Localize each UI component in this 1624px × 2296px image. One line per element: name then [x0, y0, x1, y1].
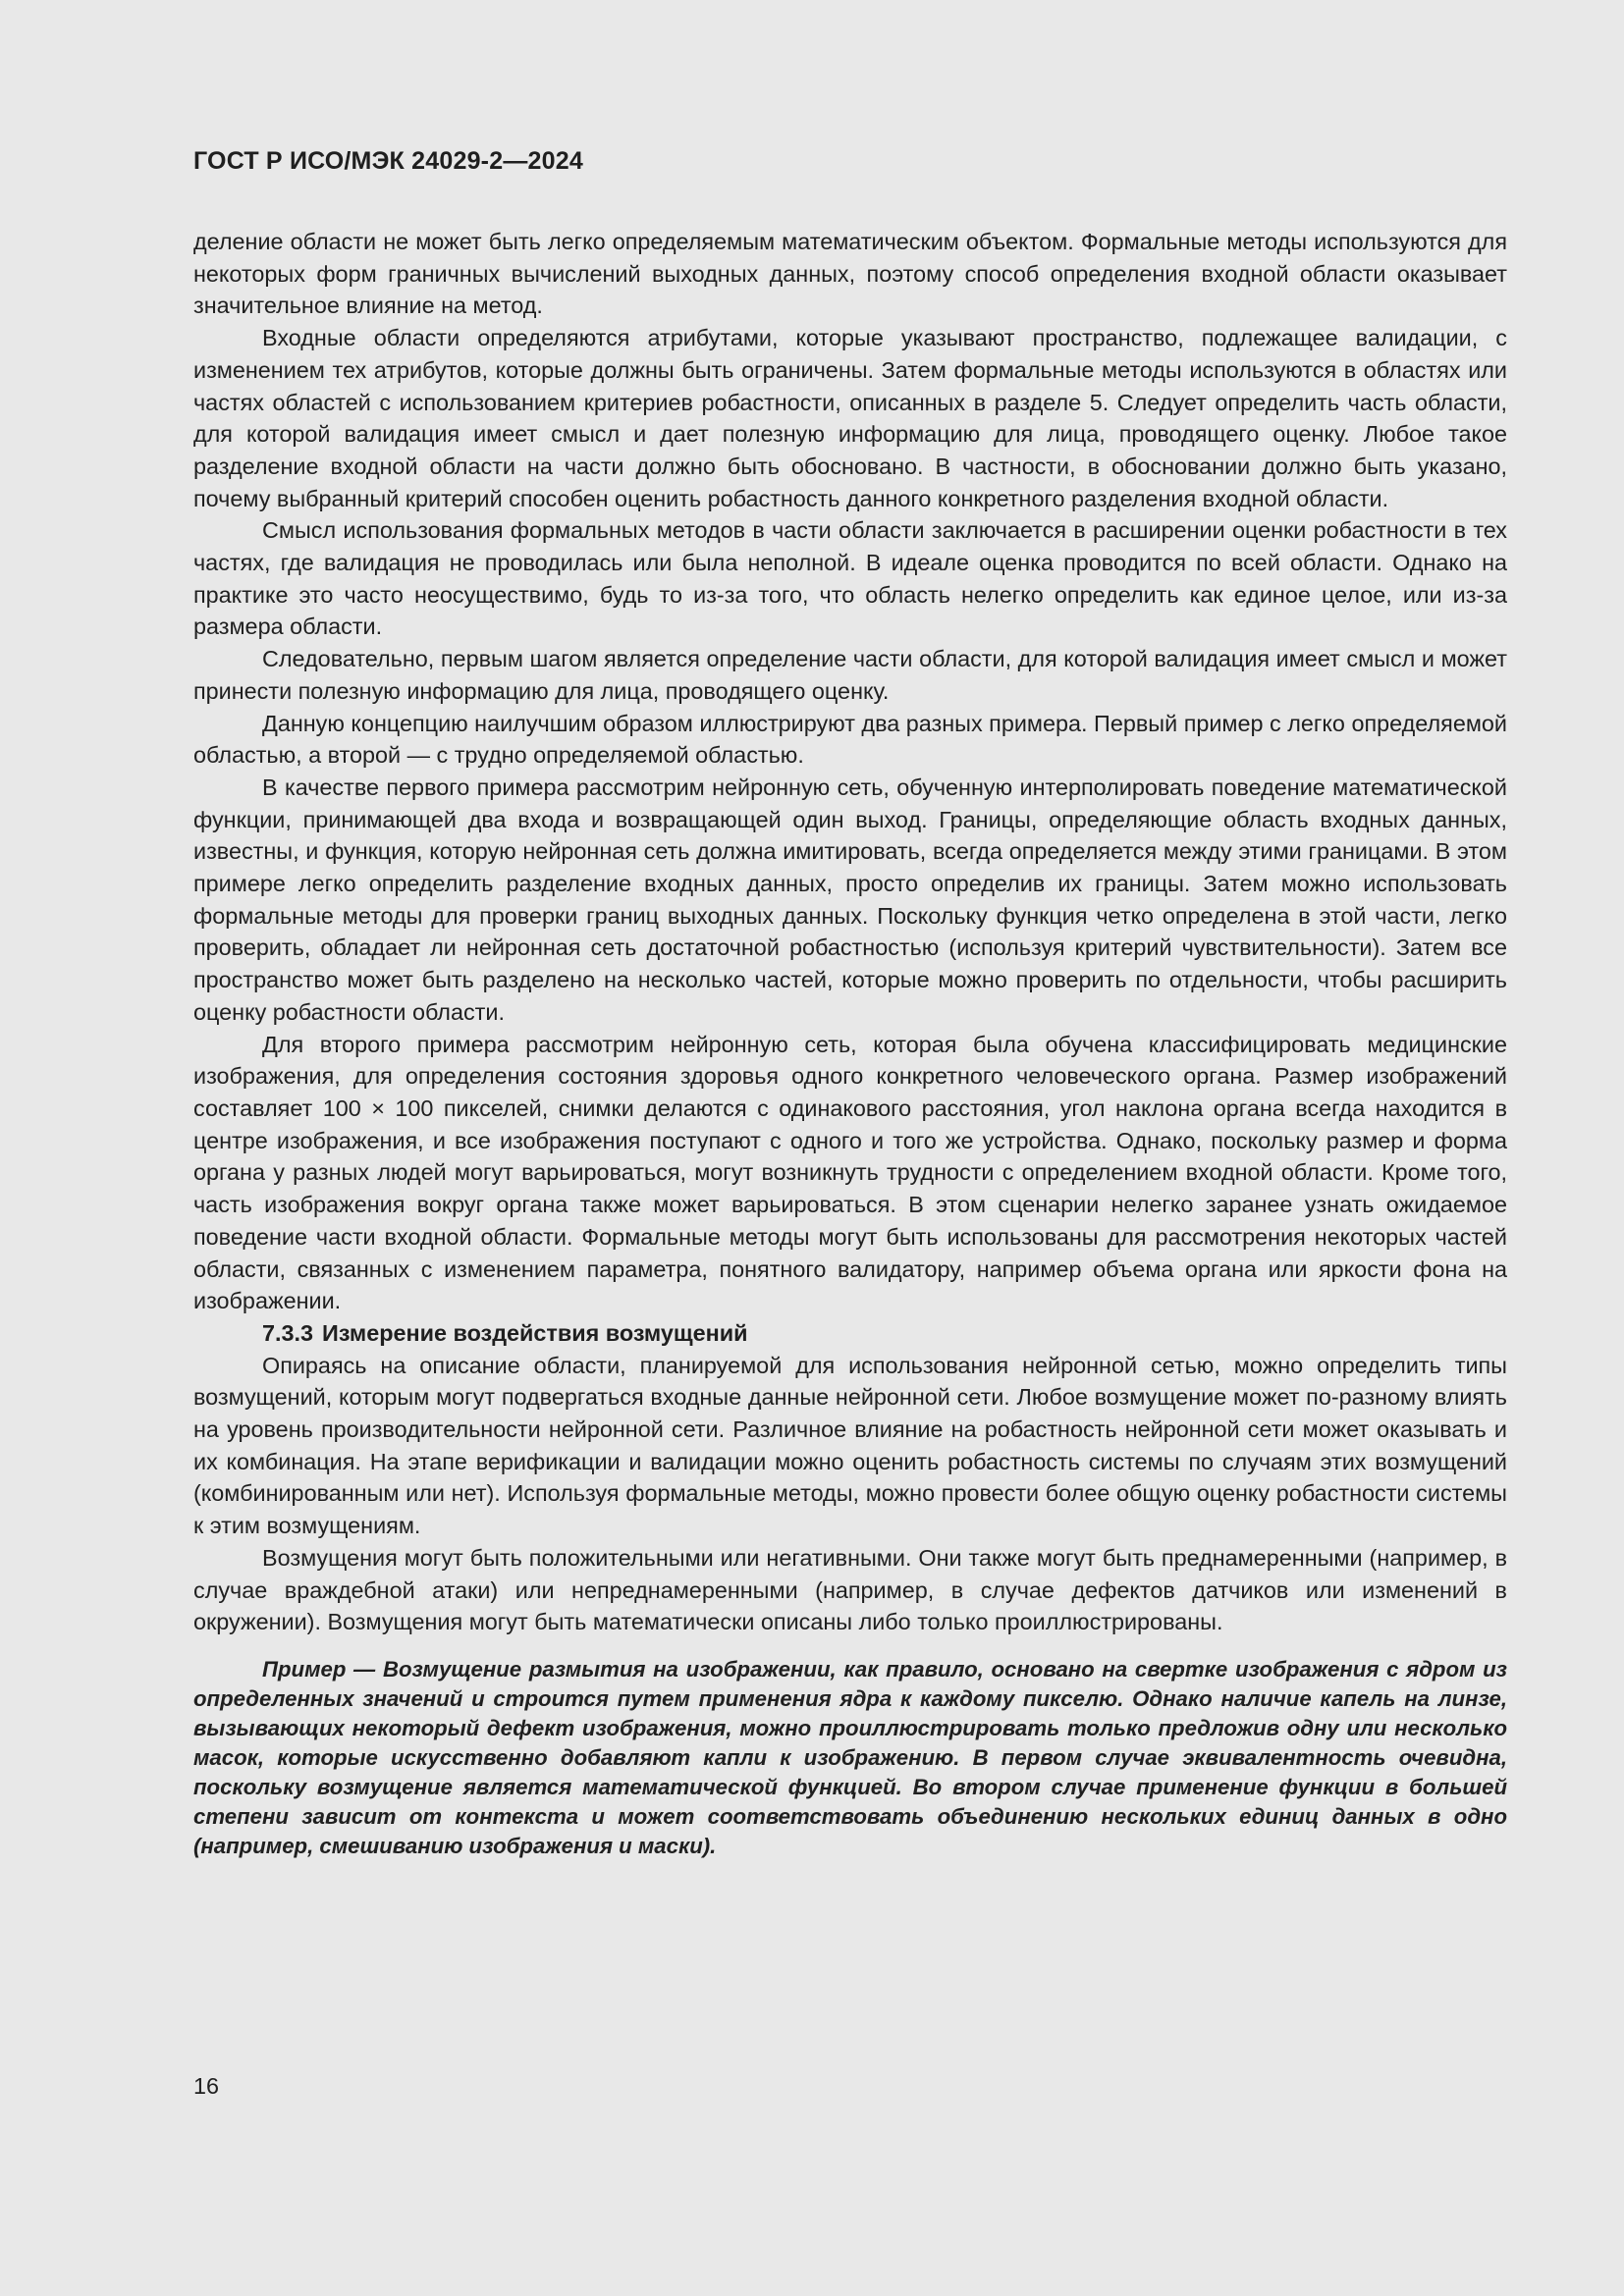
paragraph-first-step: Следовательно, первым шагом является определение части области, для которой валидация имеет смысл и может принести полезную информацию для лица, проводящего оценку. — [193, 646, 1507, 704]
paragraph-continuation: деление области не может быть легко определяемым математическим объектом. Формальные методы используются для некоторых форм граничных вычислений выходных данных, поэтому способ определения входной области оказывает значительное влияние на метод. — [193, 229, 1507, 319]
paragraph-first-example: В качестве первого примера рассмотрим нейронную сеть, обученную интерполировать поведение математической функции, принимающей два входа и возвращающей один выход. Границы, определяющие область входных данных, известны, и функция, которую нейронная сеть должна имитировать, всегда определяется между этими границами. В этом примере легко определить разделение входных данных, просто определив их границы. Затем можно использовать формальные методы для проверки границ выходных данных. Поскольку функция четко определена в этой части, легко проверить, обладает ли нейронная сеть достаточной робастностью (используя критерий чувствительности). Затем все пространство может быть разделено на несколько частей, которые можно проверить по отдельности, чтобы расширить оценку робастности области. — [193, 774, 1507, 1025]
paragraph-two-examples: Данную концепцию наилучшим образом иллюстрируют два разных примера. Первый пример с легко определяемой областью, а второй — с трудно определяемой областью. — [193, 710, 1507, 769]
paragraph-perturbation-types: Опираясь на описание области, планируемой для использования нейронной сетью, можно определить типы возмущений, которым могут подвергаться входные данные нейронной сети. Любое возмущение может по-разному влиять на уровень производительности нейронной сети. Различное влияние на робастность нейронной сети может оказывать и их комбинация. На этапе верификации и валидации можно оценить робастность системы по случаям этих возмущений (комбинированным или нет). Используя формальные методы, можно провести более общую оценку робастности системы к этим возмущениям. — [193, 1352, 1507, 1539]
section-title: Измерение воздействия возмущений — [322, 1319, 748, 1346]
paragraph-second-example: Для второго примера рассмотрим нейронную сеть, которая была обучена классифицировать медицинские изображения, для определения состояния здоровья одного конкретного человеческого органа. Размер изображений составляет 100 × 100 пикселей, снимки делаются с одинакового расстояния, угол наклона органа всегда находится в центре изображения, и все изображения поступают с одного и того же устройства. Однако, поскольку размер и форма органа у разных людей могут варьироваться, могут возникнуть трудности с определением входной области. Кроме того, часть изображения вокруг органа также может варьироваться. В этом сценарии нелегко заранее узнать ожидаемое поведение части входной области. Формальные методы могут быть использованы для рассмотрения некоторых частей области, связанных с изменением параметра, понятного валидатору, например объема органа или яркости фона на изображении. — [193, 1031, 1507, 1314]
section-heading — [193, 1317, 1507, 1350]
standard-designation-header: ГОСТ Р ИСО/МЭК 24029-2—2024 — [193, 147, 583, 175]
page-body — [193, 226, 1507, 1861]
example-note: Пример — Возмущение размытия на изображении, как правило, основано на свертке изображения с ядром из определенных значений и строится путем применения ядра к каждому пикселю. Однако наличие капель на линзе, вызывающих некоторый дефект изображения, можно проиллюстрировать только предложив одну или несколько масок, которые искусственно добавляют капли к изображению. В первом случае эквивалентность очевидна, поскольку возмущение является математической функцией. Во втором случае применение функции в большей степени зависит от контекста и может соответствовать объединению нескольких единиц данных в одно (например, смешиванию изображения и маски). — [193, 1656, 1507, 1858]
section-number: 7.3.3 — [262, 1319, 314, 1346]
paragraph-perturbation-kinds: Возмущения могут быть положительными или негативными. Они также могут быть преднамеренными (например, в случае враждебной атаки) или непреднамеренными (например, в случае дефектов датчиков или изменений в окружении). Возмущения могут быть математически описаны либо только проиллюстрированы. — [193, 1544, 1507, 1635]
paragraph-input-domains: Входные области определяются атрибутами, которые указывают пространство, подлежащее валидации, с изменением тех атрибутов, которые должны быть ограничены. Затем формальные методы используются в областях или частях областей с использованием критериев робастности, описанных в разделе 5. Следует определить часть области, для которой валидация имеет смысл и дает полезную информацию для лица, проводящего оценку. Любое такое разделение входной области на части должно быть обосновано. В частности, в обосновании должно быть указано, почему выбранный критерий способен оценить робастность данного конкретного разделения входной области. — [193, 325, 1507, 511]
paragraph-formal-methods-purpose: Смысл использования формальных методов в части области заключается в расширении оценки робастности в тех частях, где валидация не проводилась или была неполной. В идеале оценка проводится по всей области. Однако на практике это часто неосуществимо, будь то из-за того, что область нелегко определить как единое целое, или из-за размера области. — [193, 517, 1507, 640]
page-number: 16 — [193, 2073, 220, 2099]
